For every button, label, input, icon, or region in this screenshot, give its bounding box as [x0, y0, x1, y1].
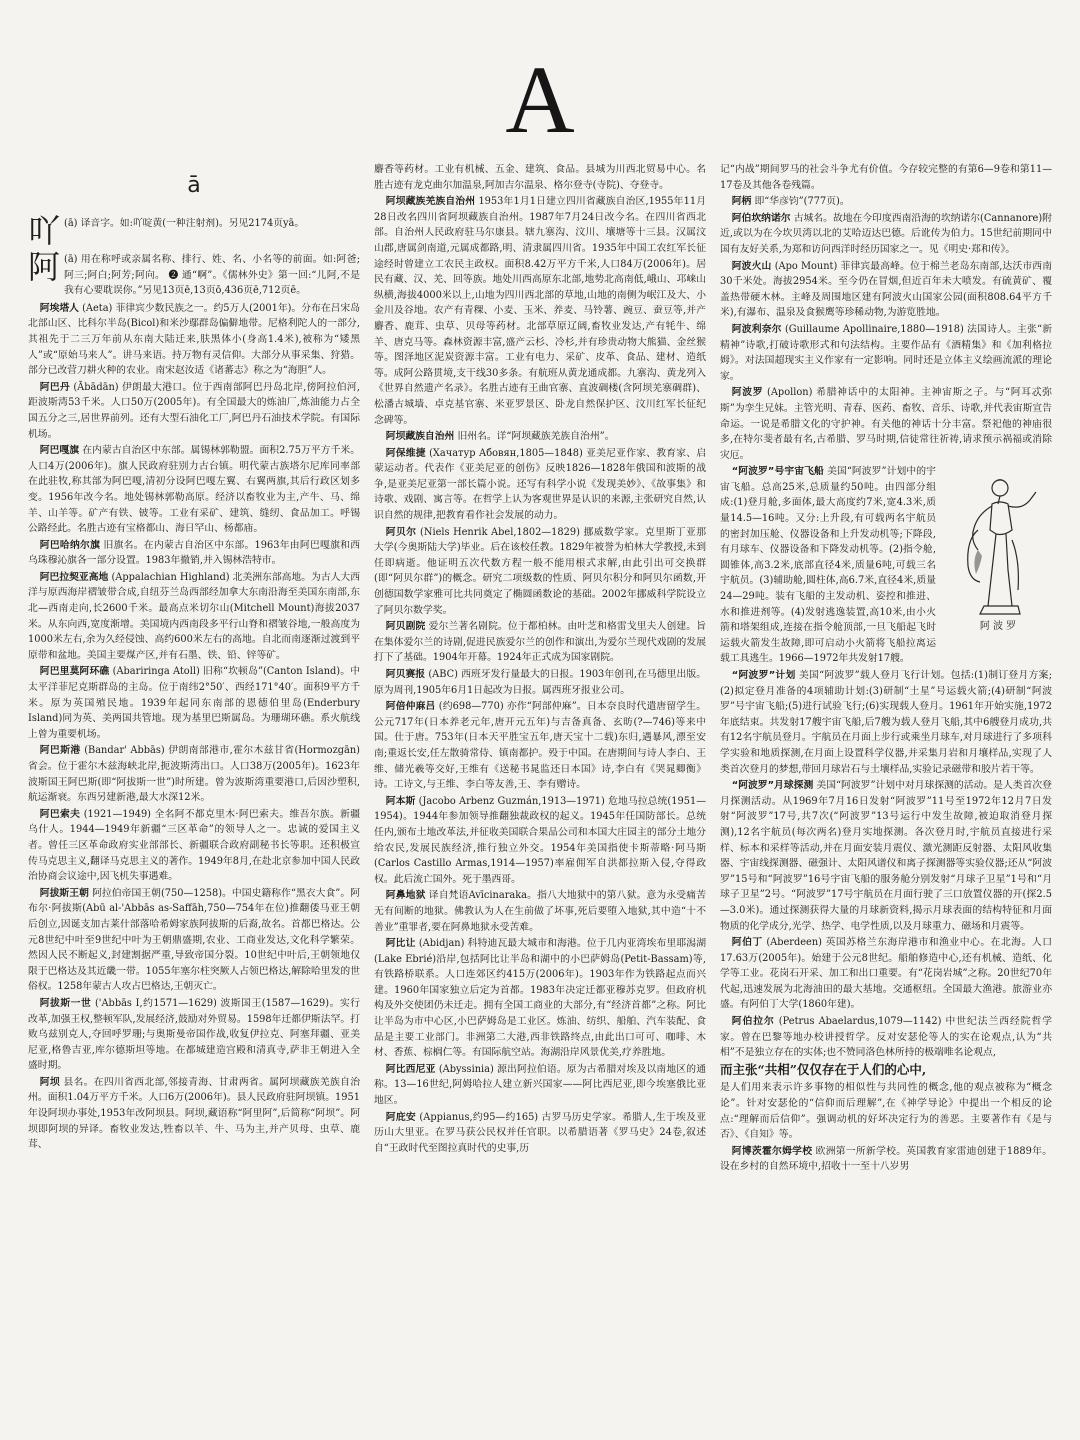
dictionary-entry: [374, 699, 706, 793]
entry-text: 在内蒙古自治区中东部。属锡林郭勒盟。面积2.75万平方千米。人口4万(2006年)。旗人民政府驻别力古台镇。明代蒙古族塔尔尼库同率部在此驻牧,称其部为阿巴嘎,清初分设阿巴嘎左翼、右翼两旗,其后行政区划多变。1956年改今名。地处锡林郭勒高原。经济以畜牧业为主,产牛、马、绵羊、山羊等。矿产有铁、铍等。工业有采矿、建筑、缝纫、食品加工。呼锡公路经此。名胜古迹有宝格都山、海日罕山、杨都庙。: [28, 445, 360, 535]
entry-headword: “阿波罗”计划: [731, 670, 796, 681]
entry-headword: 阿比让: [385, 938, 416, 950]
dictionary-entry: [374, 162, 706, 193]
entry-headword: 阿倍仲麻吕: [385, 701, 436, 713]
entry-headword: 阿埃塔人: [39, 302, 79, 314]
entry-headword: 阿伯坎纳诺尔: [731, 212, 791, 224]
entry-text: 美国“阿波罗”计划中的宇宙飞船。总高25米,总质量约50吨。由四部分组成:(1)登月舱,多面体,最大高度约7米,宽4.3米,质量14.5—16吨。又分:上升段,有可载两名宇航员的密封加压舱、仪器设备和上升发动机等;下降段,有月球车、仪器设备和下降发动机等。(2)指令舱,圆锥体,高3.2米,底部直径4米,质量6吨,可载三名宇航员。(3)辅助舱,圆柱体,高6.7米,直径4米,质量24—29吨。装有飞船的主发动机、姿控和推进、水和推进剂等。(4)发射逃逸装置,高10米,由小火箭和塔架组成,连接在指令舱顶部,一旦飞船起飞时运载火箭发生故障,即可启动小火箭将飞船拉离运载工具逃生。1966—1972年共发射17艘。: [720, 466, 936, 665]
entry-headword: 阿柄: [731, 196, 752, 208]
entry-text: (Abariringa Atoll) 旧称“坎顿岛”(Canton Island)。中太平洋菲尼克斯群岛的主岛。位于南纬2°50′、西经171°40′。面积9平方千米。原为英国殖民地。1939年起同东南部的恩德伯里岛(Enderbury Island)同为英、美两国共管地。现为基里巴斯属岛。为珊瑚环礁。系火航线上曾为重要机场。: [28, 666, 360, 740]
entry-text: (Ābādān) 伊朗最大港口。位于西南部阿巴丹岛北岸,傍阿拉伯河,距波斯湾53千米。人口50万(2005年)。有全国最大的炼油厂,炼油能力占全国五分之三,居世界前列。还有大型石油化工厂,阿巴丹石油技术学院。有国际机场。: [28, 381, 360, 440]
dictionary-entry: [374, 936, 706, 1061]
entry-headword: 阿拔斯一世: [39, 997, 92, 1009]
dictionary-entry: [28, 443, 360, 537]
character-entries: [28, 214, 360, 299]
dictionary-entries: [720, 162, 1052, 1175]
column-3: [720, 162, 1052, 1422]
entry-headword: 阿比西尼亚: [385, 1063, 436, 1075]
dictionary-entry: [374, 794, 706, 888]
entry-headword: “阿波罗”号宇宙飞船: [731, 466, 824, 478]
entry-headword: 阿巴里莫阿环礁: [39, 666, 110, 678]
entry-headword: “阿波罗”月球探测: [731, 780, 814, 792]
character-definition: (ā) 用在称呼或亲属名称、排行、姓、名、小名等的前面。如:阿爸;阿三;阿白;阿芳;阿向。 ❷ 通“啊”。《儒林外史》第一回:“儿阿,不是我有心要耽误你。”另见13页ē,13页ō,436页ē,712页ē。: [64, 254, 360, 297]
entry-text: (约698—770) 亦作“阿部仲麻”。日本奈良时代遣唐留学生。公元717年(日本养老元年,唐开元五年)与吉备真备、玄昉(?—746)等来中国。仕于唐。753年(日本天平胜宝五年,唐天宝十二载)东归,遇暴风,漂至安南;重返长安,任左散骑常侍、镇南都护。殁于中国。在唐期间与诗人李白、王维、储光羲等交好,王维有《送秘书晁监还日本国》诗,李白有《哭晁卿衡》诗。工诗文,与王维、李白等友善,王、李有赠诗。: [374, 701, 706, 791]
entry-text: 译自梵语Avīcinaraka。指八大地狱中的第八狱。意为永受痛苦无有间断的地狱。佛教认为人在生前做了坏事,死后要堕入地狱,其中造“十不善业”重罪者,要在阿鼻地狱永受苦难。: [374, 890, 706, 933]
entry-headword: 阿巴丹: [39, 381, 70, 393]
entry-headword: 阿坝藏族自治州: [385, 431, 455, 443]
entry-headword: 阿伯丁: [731, 937, 763, 949]
head-character: 吖: [28, 212, 61, 250]
entry-text: (Petrus Abaelardus,1079—1142) 中世纪法兰西经院哲学家。曾在巴黎等地办校讲授哲学。反对安瑟伦等人的实在论观点,认为“共相”不是独立存在的实体;也不赞同洛色林所持的极端唯名论观点,: [720, 1016, 1052, 1059]
entry-text: (Appianus,约95—约165) 古罗马历史学家。希腊人,生于埃及亚历山大里亚。在罗马获公民权并任官职。以希腊语著《罗马史》24卷,叙述自“王政时代至图拉真时代的史事,历: [374, 1111, 706, 1154]
dictionary-entry: [28, 1075, 360, 1153]
entry-text: (Apollon) 希腊神话中的太阳神。主神宙斯之子。与“阿耳忒弥斯”为孪生兄妹。主管光明、青春、医药、畜牧、音乐、诗歌,并代表宙斯宣告命运。一说是希腊文化的守护神。有关他的神话十分丰富。祭祀他的神庙很多,在特尔斐者最有名,古希腊、罗马时期,信徒常往祈祷,请求预示祸福或消除灾厄。: [720, 387, 1052, 461]
dictionary-entry: [28, 743, 360, 805]
entry-headword: 阿波罗: [731, 387, 764, 399]
entry-headword: 阿保维捷: [385, 447, 426, 459]
dictionary-entry: [28, 996, 360, 1074]
entry-text: (1921—1949) 全名阿不都克里木·阿巴索夫。维吾尔族。新疆乌什人。1944—1949年新疆“三区革命”的领导人之一。忠诚的爱国主义者。曾任三区革命政府实业部部长、新疆联合政府副秘书长等职。还积极宣传马克思主义,翻译马克思主义的著作。1949年8月,在赴北京参加中国人民政治协商会议途中,因飞机失事遇难。: [28, 808, 360, 883]
dictionary-entry: [374, 525, 706, 619]
entry-text: (Хачатур Абовян,1805—1848) 亚美尼亚作家、教育家、启蒙运动者。代表作《亚美尼亚的创伤》反映1826—1828年俄国和波斯的战争,是亚美尼亚第一部长篇小说。还写有科学小说《发现美妙》、《故事集》和诗歌、戏剧、寓言等。在哲学上认为客观世界是认识的来源,主张研究自然,认识自然的规律,把教育看作社会发展的动力。: [374, 447, 706, 522]
dictionary-entry: [720, 211, 1052, 258]
entry-text: (Abidjan) 科特迪瓦最大城市和海港。位于几内亚湾埃布里耶潟湖(Lake Ebrié)沿岸,包括阿比让半岛和湖中的小巴萨姆岛(Petit-Bassam)等,有铁路桥联系。人口连郊区约415万(2006年)。1903年作为铁路起点而兴建。1960年国家独立后定为首都。1983年决定迁都亚穆苏克罗。但政府机构及外交使团仍未迁走。拥有全国工商业的大部分,有“经济首都”之称。阿比让半岛为市中心区,小巴萨姆岛是工业区。炼油、纺织、船舶、汽车装配、食品是主要工业部门。非洲第二大港,西非铁路终点,由此出口可可、咖啡、木材、香蕉、棕榈仁等。有国际航空站。海湖沿岸风景优美,疗养胜地。: [374, 938, 706, 1059]
dictionary-entry: [720, 385, 1052, 463]
entry-text: (Bandar' Abbās) 伊朗南部港市,霍尔木兹甘省(Hormozgān)省会。位于霍尔木兹海峡北岸,扼波斯湾出口。人口38万(2005年)。1623年波斯国王阿巴斯(即“阿拔斯一世”)时所建。曾为波斯湾重要港口,后因沙塑积,航运渐衰。东西另建新港,最大水深12米。: [28, 745, 360, 804]
dictionary-entry: [720, 778, 1052, 934]
dictionary-entry: [720, 162, 1052, 193]
entry-headword: 阿博茨霍尔姆学校: [731, 1145, 813, 1157]
entry-headword: 阿波利奈尔: [731, 323, 782, 335]
entry-headword: 阿巴哈纳尔旗: [39, 539, 101, 551]
entry-headword: 阿贝赛报: [385, 669, 426, 680]
dictionary-entry: [374, 1110, 706, 1157]
dictionary-entry: [374, 667, 706, 698]
entry-text: 阿拉伯帝国王朝(750—1258)。中国史籍称作“黑衣大食”。阿布尔·阿拔斯(Abū al-'Abbās as-Saffāh,750—754年在位)推翻倭马亚王朝后创立,因诞支加古莱什部落哈希姆家族阿拔斯的后裔,故名。首都巴格达。公元8世纪中叶至9世纪中叶为王朝鼎盛期,农业、工商业发达,文化科学繁荣。然因人民不断起义,封建割据严重,导致帝国分裂。10世纪中叶后,王朝领地仅限于巴格达及其近畿一带。1055年塞尔柱突厥人占领巴格达,解除哈里发的世俗权。1258年蒙古人攻占巴格达,王朝灭亡。: [28, 887, 360, 993]
entry-text: (Aeta) 菲律宾少数民族之一。约5万人(2001年)。分布在吕宋岛北部山区、比科尔半岛(Bicol)和米沙鄢群岛偏僻地带。尼格利陀人的一部分,其祖先于二三万年前从东南大陆迁来,肤黑体小(身高1.4米),被称为“矮黑人”或“原始马来人”。讲马来语。持万物有灵信仰。大部分从事采集、狩猎。部分已改营刀耕火种的农业。南宋赵汝适《诸蕃志》称之为“海胆”人。: [28, 302, 360, 377]
dictionary-entries: [374, 162, 706, 1156]
entry-headword: 阿庇安: [385, 1111, 417, 1123]
dictionary-entry: [28, 301, 360, 379]
dictionary-entry: [720, 194, 1052, 210]
character-entry: [28, 250, 360, 299]
entry-headword: 阿伯拉尔: [731, 1016, 775, 1028]
dictionary-entry: [28, 886, 360, 995]
entry-text: ('Abbās I,约1571—1629) 波斯国王(1587—1629)。实行改革,加强王权,整顿军队,发展经济,鼓励对外贸易。1598年迁都伊斯法罕。打败乌兹别克人,夺回呼罗珊;与奥斯曼帝国作战,收复伊拉克、阿塞拜疆、亚美尼亚,格鲁吉亚,库尔德斯坦等地。在都城建造宫殿和清真寺,萨非王朝进入全盛时期。: [28, 997, 360, 1072]
dictionary-entry: [720, 259, 1052, 321]
dictionary-entry: [720, 1014, 1052, 1061]
pinyin-heading: ā: [187, 173, 201, 198]
entry-text: 即“华彦钧”(777页)。: [754, 196, 850, 208]
entry-text: 而主张“共相”仅仅存在于人们的心中,: [720, 1061, 927, 1077]
entry-text: (Appalachian Highland) 北美洲东部高地。为古人大西洋与原西海岸褶皱带合成,自纽芬兰岛西部经加拿大东南沿海至美国东南部,东北—西南走向,长2600千米。最高点米切尔山(Mitchell Mount)海拔2037米。从东向西,宽度渐增。美国境内西南段多平行山脊和褶皱谷地,一般高度为1000米左右,余为久经侵蚀、高约600米左右的高地。自北而南逐渐过渡到平原带和盆地。美国主要煤产区,并有石墨、铁、铅、锌等矿。: [28, 571, 360, 661]
dictionary-entry: [720, 322, 1052, 384]
entry-headword: 阿坝藏族羌族自治州: [385, 196, 476, 208]
dictionary-entry: [28, 664, 360, 742]
entry-headword: 阿本斯: [385, 795, 416, 807]
dictionary-entries: [28, 301, 360, 1153]
dictionary-entry: [720, 1144, 1052, 1175]
character-entry: [28, 214, 360, 248]
apollo-statue-illustration: [944, 470, 1052, 642]
entry-text: 旧州名。详“阿坝藏族羌族自治州”。: [457, 431, 615, 443]
entry-text: 美国“阿波罗”载人登月飞行计划。包括:(1)制订登月方案;(2)拟定登月准备的4项辅助计划:(3)研制“土星”号运载火箭;(4)研制“阿波罗”号宇宙飞船;(5)进行试验飞行;(6)实现载人登月。1961年开始实施,1972年底结束。共发射17艘宇宙飞船,后7艘为载人登月飞船,其中6艘登月成功,共有12名宇航员登月。宇航员在月面上步行或乘坐月球车,对月球进行了多项科学实验和地质探测,在月面上设置科学仪器,并采集月岩和月壤样品,实现了人类首次登月的梦想,带回月球岩石与土壤样品,实验记录磁带和胶片若干等。: [720, 670, 1052, 775]
entry-text: 欧洲第一所新学校。英国教育家雷迪创建于1889年。设在乡村的自然环境中,招收十一至十八岁男: [720, 1145, 1052, 1173]
entry-text: 爱尔兰著名剧院。位于都柏林。由叶芝和格雷戈里夫人创建。旨在集体爱尔兰的诗剧,促进民族爱尔兰的创作和演出,为爱尔兰现代戏剧的发展打下了基础。1904年开幕。1924年正式成为国家剧院。: [374, 621, 706, 664]
entry-text: (Aberdeen) 英国苏格兰东海岸港市和渔业中心。在北海。人口17.63万(2005年)。始建于公元8世纪。船舶修造中心,还有机械、造纸、化学等工业。花岗石开采、加工和出口重要。有“花岗岩城”之称。20世纪70年代起,迅速发展为北海油田的最大基地。交通枢纽。全国最大渔港。旅游业亦盛。有阿伯丁大学(1860年建)。: [720, 937, 1052, 1011]
dictionary-entry: [374, 194, 706, 428]
section-letter: A: [505, 46, 575, 153]
dictionary-entry: [374, 619, 706, 666]
dictionary-entry: [374, 446, 706, 524]
entry-text: (Abyssinia) 源出阿拉伯语。原为古希腊对埃及以南地区的通称。13—16世纪,阿姆哈拉人建立新兴国家——阿比西尼亚,即今埃塞俄比亚地区。: [374, 1063, 706, 1107]
entry-text: (ABC) 西班牙发行量最大的日报。1903年创刊,在马德里出版。原为周刊,1905年6月1日起改为日报。属西班牙报业公司。: [374, 669, 706, 696]
entry-text: (Niels Henrik Abel,1802—1829) 挪威数学家。克里斯丁亚那大学(今奥斯陆大学)毕业。后在该校任教。1829年被誉为柏林大学教授,未到任即病逝。他证明五次代数方程一般不能用根式求解,由此引出可交换群(即“阿贝尔群”)的概念。研究二项级数的性质、阿贝尔积分和阿贝尔函数,开创德国数学家雅可比共同奠定了椭圆函数论的基础。2002年挪威科学院设立了阿贝尔数学奖。: [374, 526, 706, 616]
entry-text: (Apo Mount) 菲律宾最高峰。位于棉兰老岛东南部,达沃市西南30千米处。海拔2954米。至今仍在冒烟,但近百年未大喷发。有硫黄矿、覆盖热带硬木林。主峰及周围地区建有阿波火山国家公园(面积808.64平方千米),有瀑布、温泉及食猴鹰等珍稀动物,为游览胜地。: [720, 260, 1052, 319]
entry-headword: 阿巴斯港: [39, 745, 81, 757]
apollo-statue-icon: [948, 470, 1048, 620]
page-columns: [28, 162, 1052, 1422]
character-definition: (ā) 译音字。如:吖啶黄(一种注射剂)。另见2174页yā。: [64, 218, 305, 229]
column-1: [28, 162, 360, 1422]
figure-caption: 阿 波 罗: [979, 621, 1017, 633]
dictionary-entry: [720, 668, 1052, 777]
dictionary-entry: [720, 935, 1052, 1013]
dictionary-entry: [720, 1062, 1052, 1080]
entry-text: 美国“阿波罗”计划中对月球探测的活动。是人类首次登月探测活动。从1969年7月16日发射“阿波罗”11号至1972年12月7日发射“阿波罗”17号,共7次(“阿波罗”13号运行中发生故障,被迫取消登月探测),12名宇航员(每次两名)登月实地探测。各次登月时,宇航员直接进行采样、标本和采样等活动,并在月面安装月震仪、激光测距反射器、太阳风收集器、宇宙线探测器、磁强计、太阳风谱仪和离子探测器等实验仪器;还从“阿波罗”15号和“阿波罗”16号宇宙飞船的服务舱分别发射“月球子卫星”1号和“月球子卫星”2号。“阿波罗”17号宇航员在月面行驶了三口放置仪器的开(探2.5—3.0米)。通过探测获得大量的月球新资料,揭示月球表面的结构特征和月面物质的化学成分,光学、热学、电学性质,以及月球重力、磁场和月震等。: [720, 780, 1052, 932]
entry-text: 1953年1月1日建立四川省藏族自治区,1955年11月28日改名四川省阿坝藏族自治州。1987年7月24日改今名。在四川省西北部。自治州人民政府驻马尔康县。辖九寨沟、汶川、壤塘等十三县。汉属汶山郡,唐属剑南道,元属成都路,明、清隶属四川省。1935年中国工农红军长征途经时曾建立工农民主政权。面积8.42万平方千米,人口84万(2006年)。居民有藏、汉、羌、回等族。地处川西高原东北部,地势北高南低,峨山、邛崃山纵横,海拔4000米以上,山地为四川西北部的草地,山地的南侧为岷江及大、小金川及谷地。农产有青稞、小麦、玉米、养麦、马铃薯、豌豆、蚕豆等,并产麝香、鹿茸、虫草、贝母等药材。北部草原辽阔,畜牧业发达,产有牦牛、绵羊、唐克马等。森林资源丰富,盛产云杉、冷杉,并有珍贵动物大熊猫、金丝猴等。图泽地区泥炭资源丰富。工业有电力、采矿、皮革、食品、建材、造纸等。成阿公路贯境,支干线30多条。有航班从黄龙通成都。九寨沟、黄龙列入《世界自然遗产名录》。名胜古迹有王曲官寨、直波碉楼(含阿坝羌寨碉群)、松潘古城墙、卓克基官寨、米亚罗景区、卧龙自然保护区、汶川红军长征纪念碑等。: [374, 196, 706, 426]
entry-text: 旧旗名。在内蒙古自治区中东部。1963年由阿巴嘎旗和西乌珠穆沁旗各一部分设置。1983年撤销,并入锡林浩特市。: [28, 539, 360, 567]
entry-headword: 阿巴拉契亚高地: [39, 571, 109, 583]
dictionary-entry: [374, 1062, 706, 1109]
dictionary-entry: [374, 888, 706, 935]
entry-text: (Guillaume Apollinaire,1880—1918) 法国诗人。主张“新精神”诗歌,打破诗歌形式和句法结构。主要作品有《酒精集》和《加利格拉姆》。对法国超现实主义作家有一定影响。同时还是立体主义绘画流派的理论家。: [720, 323, 1052, 382]
entry-headword: 阿拔斯王朝: [39, 887, 89, 899]
dictionary-entry: [28, 807, 360, 885]
entry-headword: 阿巴嘎旗: [39, 445, 80, 457]
entry-text: 古城名。故地在今印度西南沿海的坎纳诺尔(Cannanore)附近,或以为在今坎贝湾以北的艾哈迈达巴德。后讹传为伯力。15世纪前期同中国有友好关系,为郑和访问西洋时经历国家之一。见《明史·郑和传》。: [720, 212, 1052, 255]
head-character: 阿: [28, 248, 61, 286]
entry-text: 记“内战”期间罗马的社会斗争尤有价值。今存较完整的有第6—9卷和第11—17卷及其他各卷残篇。: [720, 164, 1052, 191]
entry-headword: 阿贝尔: [385, 526, 417, 538]
dictionary-entry: [374, 429, 706, 445]
entry-text: 是人们用来表示许多事物的相似性与共同性的概念,他的观点被称为“概念论”。针对安瑟伦的“信仰而后理解”,在《神学导论》中提出一个相反的论点:“理解而后信仰”。强调动机的好坏决定行为的善恶。主要著作有《是与否》、《自知》等。: [720, 1082, 1052, 1141]
dictionary-entry: [28, 570, 360, 664]
entry-headword: 阿鼻地狱: [385, 890, 426, 902]
column-2: [374, 162, 706, 1422]
entry-headword: 阿坝: [39, 1076, 60, 1088]
entry-headword: 阿贝剧院: [385, 621, 426, 633]
entry-text: 县名。在四川省西北部,邻接青海、甘肃两省。属阿坝藏族羌族自治州。面积1.04万平方千米。人口6万(2006年)。县人民政府驻阿坝镇。1951年设阿坝办事处,1953年改阿坝县。阿坝,藏语称“阿里阿”,后简称“阿坝”。阿坝即阿坝的异译。畜牧业发达,牲畜以羊、牛、马为主,并产贝母、虫草、鹿茸、: [28, 1076, 360, 1151]
entry-text: 麝香等药材。工业有机械、五金、建筑、食品。县城为川西北贸易中心。名胜古迹有龙克曲尔加温泉,阿加吉尔温泉、格尔登寺(寺院)、夺登寺。: [374, 164, 706, 191]
dictionary-entry: [720, 1080, 1052, 1142]
dictionary-entry: [28, 380, 360, 442]
entry-headword: 阿巴索夫: [39, 808, 81, 820]
entry-headword: 阿波火山: [731, 260, 772, 272]
dictionary-entry: [28, 538, 360, 569]
entry-text: (Jacobo Arbenz Guzmán,1913—1971) 危地马拉总统(1951—1954)。1944年参加领导推翻独裁政权的起义。1945年任国防部长。总统任内,颁布土地改革法,并征收美国联合果品公司和本国大庄园主的部分土地分给农民,发展民族经济,推行独立外交。1954年美国指使卡斯蒂略·阿马斯(Carlos Castillo Armas,1914—1957)率雇佣军自洪都拉斯入侵,夺得政权。此后流亡国外。死于墨西哥。: [374, 795, 706, 885]
